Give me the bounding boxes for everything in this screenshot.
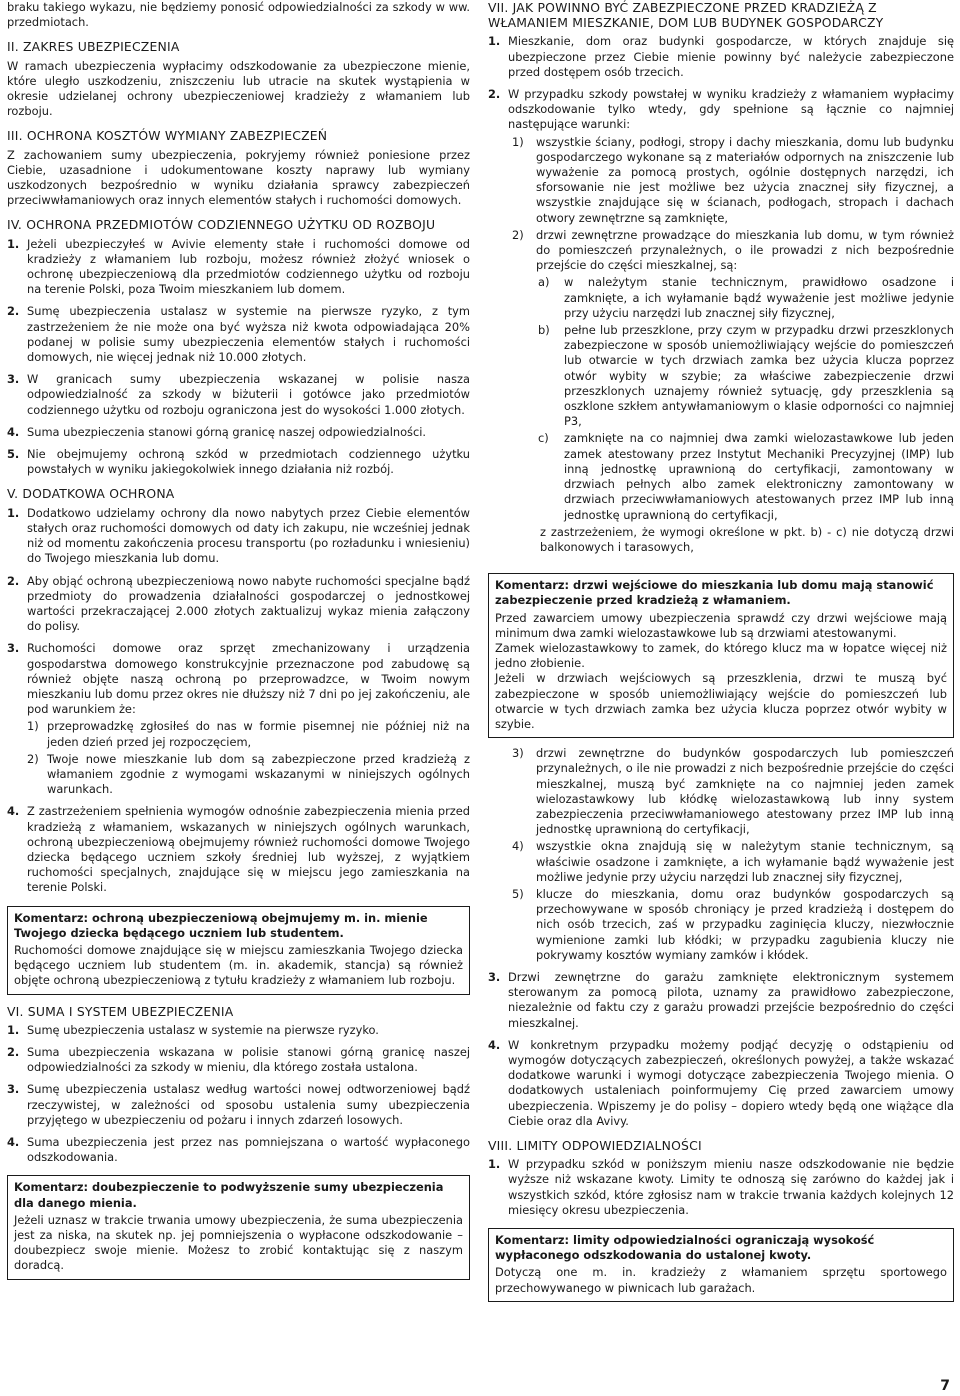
list-item	[488, 34, 954, 80]
item-number: 5.	[7, 447, 20, 462]
item-number: 4.	[7, 1135, 20, 1149]
item-number: 4)	[512, 839, 524, 854]
item-text: Jeżeli ubezpieczyłeś w Avivie elementy stałe i ruchomości domowe od kradzieży z włamaniem lub rozboju, możesz również złożyć wniosek o ochronę ubezpieczeniową dla przedmiotów codziennego użytku od rozboju na terenie Polski, poza Twoim mieszkaniem lub domem.	[27, 236, 470, 297]
list-item	[7, 1082, 470, 1128]
sub-list-item	[488, 839, 954, 885]
list-item	[488, 970, 954, 1031]
condition-note: z zastrzeżeniem, że wymogi określone w pkt. b) - c) nie dotyczą drzwi balkonowych i tarasowych,	[540, 524, 954, 554]
list-item	[7, 641, 470, 717]
item-number: 2.	[7, 1044, 20, 1059]
item-number: 4.	[7, 804, 20, 819]
section-2-heading: II. ZAKRES UBEZPIECZENIA	[7, 39, 180, 55]
item-number: 1)	[512, 134, 524, 149]
item-number: 1.	[488, 34, 501, 49]
comment-title: Komentarz: ochroną ubezpieczeniową obejmujemy m. in. mienie Twojego dziecka będącego uczniem lub studentem.	[14, 910, 428, 940]
item-text: zamknięte na co najmniej dwa zamki wielozastawkowe lub jeden zamek atestowany przez Instytut Mechaniki Precyzyjnej (IMP) lub inną jednostkę uprawnioną do certyfikacji, zamontowany w drzwiach pełnych albo zamek elektroniczny zamontowany w drzwiach przeciwwłamaniowych atestowanych przez IMP lub inną jednostkę uprawnioną do certyfikacji,	[564, 431, 954, 522]
sub-sub-list-item	[488, 431, 954, 522]
comment-box-top-up	[7, 1175, 470, 1279]
section-5-heading: V. DODATKOWA OCHRONA	[7, 486, 175, 502]
item-text: W przypadku szkód w poniższym mieniu nasze odszkodowanie nie będzie wyższe niż wskazane kwoty. Limity te odnoszą się zarówno do każdej jak i wszystkich szkód, które zgłosisz nam w trakcie trwania każdych kolejnych 12 miesięcy okresu ubezpieczenia.	[508, 1157, 954, 1217]
item-text: Z zastrzeżeniem spełnienia wymogów odnośnie zabezpieczenia mienia przed kradzieżą z włamaniem, wskazanych w niniejszych ogólnych warunkach, ochroną ubezpieczeniową obejmujemy również ruchomości domowe Twojego dziecka będącego uczniem szkoły średniej lub wyższej, z wyjątkiem ruchomości specjalnych, znajdujące się w miejscu jego zamieszkania na terenie Polski.	[27, 804, 470, 895]
comment-text: Dotyczą one m. in. kradzieży z włamaniem sprzętu sportowego przechowywanego w piwnicach lub garażach.	[495, 1265, 947, 1295]
section-7-heading: VII. JAK POWINNO BYĆ ZABEZPIECZONE PRZED KRADZIEŻĄ Z WŁAMANIEM MIESZKANIE, DOM LUB BUDYNEK GOSPODARCZY	[488, 0, 884, 31]
section-3-heading: III. OCHRONA KOSZTÓW WYMIANY ZABEZPIECZEŃ	[7, 128, 328, 144]
item-number: 3.	[7, 372, 20, 387]
comment-text: Przed zawarciem umowy ubezpieczenia sprawdź czy drzwi wejściowe mają minimum dwa zamki wielozastawkowe lub są drzwiami atestowanymi.	[495, 610, 947, 640]
comment-text: Jeżeli w drzwiach wejściowych są przeszklenia, drzwi te muszą być zabezpieczone w sposób uniemożliwiający wejście do pomieszczeń lub otwarcie w tych drzwiach zamka bez użycia klucza poprzez otwór wybity w szybie.	[495, 671, 947, 731]
item-text: Aby objąć ochroną ubezpieczeniową nowo nabyte ruchomości specjalne bądź przedmioty do prowadzenia działalności gospodarczej o jednostkowej wartości przekraczającej 2.000 złotych zaktualizuj wykaz mienia załączony do polisy.	[27, 573, 470, 634]
item-text: Sumę ubezpieczenia ustalasz według wartości nowej odtworzeniowej bądź rzeczywistej, w zależności od sposobu ustalenia sumy ubezpieczenia przyjętego w ubezpieczeniu od pożaru i innych zdarzeń losowych.	[27, 1082, 470, 1127]
list-item	[7, 804, 470, 895]
item-number: 2.	[488, 87, 501, 102]
item-text: Drzwi zewnętrzne do garażu zamknięte elektronicznym systemem sterowanym za pomocą pilota, uznamy za prawidłowo zabezpieczone, niezależnie od faktu czy z garażu prowadzi przejście bezpośrednio do części mieszkalnej.	[508, 969, 954, 1030]
item-number: a)	[538, 275, 550, 290]
section-4-heading: IV. OCHRONA PRZEDMIOTÓW CODZIENNEGO UŻYTKU OD ROZBOJU	[7, 217, 436, 233]
list-item	[7, 574, 470, 635]
item-text: wszystkie ściany, podłogi, stropy i dachy mieszkania, domu lub budynku gospodarczego wykonane są z materiałów odpornych na zniszczenie lub wyważenie za pomocą prostych, ogólnie dostępnych narzędzi, ich sforsowanie nie jest możliwe bez użycia znacznej siły fizycznej, a wszystkie znajdujące się w ścianach, podłogach, stropach i dachach otwory zewnętrzne są zamknięte,	[536, 134, 954, 225]
item-number: 1)	[27, 719, 39, 734]
comment-box-entry-doors	[488, 573, 954, 738]
section-6-heading: VI. SUMA I SYSTEM UBEZPIECZENIA	[7, 1003, 234, 1019]
comment-text: Zamek wielozastawkowy to zamek, do którego klucz ma w łopatce więcej niż jedno złobienie.	[495, 640, 947, 671]
item-number: 3)	[512, 746, 524, 761]
item-number: 1.	[488, 1157, 501, 1172]
item-text: Suma ubezpieczenia stanowi górną granicę naszej odpowiedzialności.	[27, 424, 427, 439]
comment-box-child-student	[7, 906, 470, 995]
item-number: 2)	[512, 227, 524, 242]
list-item	[7, 1045, 470, 1075]
item-text: W przypadku szkody powstałej w wyniku kradzieży z włamaniem wypłacimy odszkodowanie tylko wtedy, gdy spełnione są łącznie co najmniej następujące warunki:	[508, 87, 954, 132]
item-number: 3.	[7, 641, 20, 656]
item-text: Twoje nowe mieszkanie lub dom są zabezpieczone przed kradzieżą z włamaniem zgodnie z wymogami wskazanymi w niniejszych ogólnych warunkach.	[47, 751, 470, 797]
item-text: Dodatkowo udzielamy ochrony dla nowo nabytych przez Ciebie elementów stałych oraz ruchomości domowych od daty ich zakupu, nie wcześniej jednak niż od momentu zakończenia procesu transportu (po rozładunku i wniesieniu) do Twojego mieszkania lub domu.	[27, 505, 470, 566]
sub-list-item	[7, 752, 470, 798]
item-text: Sumę ubezpieczenia ustalasz w systemie na pierwsze ryzyko.	[27, 1022, 379, 1037]
list-item	[488, 1038, 954, 1129]
list-item	[7, 506, 470, 567]
section-3-text: Z zachowaniem sumy ubezpieczenia, pokryjemy również poniesione przez Ciebie, uzasadnione i udokumentowane koszty naprawy lub wymiany uszkodzonych bezpośrednio w wyniku działania sprawcy zabezpieczeń przeciwwłamaniowych oraz innych elementów stałych i ruchomości domowych.	[7, 147, 470, 208]
item-text: Suma ubezpieczenia jest przez nas pomniejszana o wartość wypłaconego odszkodowania.	[27, 1135, 470, 1165]
item-text: Suma ubezpieczenia wskazana w polisie stanowi górną granicę naszej odpowiedzialności za szkody w mieniu, dla którego została ustalona.	[27, 1044, 470, 1075]
item-text: drzwi zewnętrzne do budynków gospodarczych lub pomieszczeń przynależnych, o ile nie prowadzi z nich bezpośrednie przejście do części mieszkalnej, muszą być zamknięte na co najmniej jeden zamek wielozastawkowy lub kłódkę wielozastawkową lub inny system zabezpieczenia przeciwwłamaniowego atestowany przez IMP lub inną jednostkę uprawnioną do certyfikacji,	[536, 746, 954, 837]
sub-list-item	[488, 135, 954, 226]
item-text: Ruchomości domowe oraz sprzęt zmechanizowany i urządzenia gospodarstwa domowego konstrukcyjnie przeznaczone pod zabudowę są również objęte naszą ochroną po przeprowadzce, w Twoim nowym mieszkaniu lub domu przez okres nie dłuższy niż 7 dni po jej zakończeniu, ale pod warunkiem że:	[27, 641, 470, 717]
sub-list-item	[488, 887, 954, 963]
item-number: 4.	[488, 1037, 501, 1052]
section-8-heading: VIII. LIMITY ODPOWIEDZIALNOŚCI	[488, 1138, 702, 1154]
list-item	[7, 1023, 470, 1038]
item-number: b)	[538, 323, 550, 338]
item-number: 1.	[7, 1022, 20, 1037]
item-number: c)	[538, 431, 549, 446]
comment-text: Ruchomości domowe znajdujące się w miejscu zamieszkania Twojego dziecka będącego uczniem lub studentem (m. in. akademik, stancja) są również objęte ochroną ubezpieczeniową z tytułu kradzieży z włamaniem lub rozboju.	[14, 942, 463, 988]
item-text: klucze do mieszkania, domu oraz budynków gospodarczych są przechowywane w sposób chroniący je przed kradzieżą i dostępem do nich osób trzecich, zaś w przypadku zaginięcia kluczy, niezwłocznie wymienione zamki lub kłódki; w przypadku zagubienia kluczy nie pokrywamy kosztów wymiany zamków i kłódek.	[536, 886, 954, 962]
right-column	[488, 0, 954, 1310]
sub-list-item	[7, 719, 470, 749]
item-text: Nie obejmujemy ochroną szkód w przedmiotach codziennego użytku powstałych w wyniku jakiegokolwiek innego działania niż rozbój.	[27, 447, 470, 477]
item-number: 5)	[512, 886, 524, 901]
sub-list-item	[488, 746, 954, 837]
item-text: drzwi zewnętrzne prowadzące do mieszkania lub domu, w tym również do pomieszczeń przynależnych, o ile prowadzi z nich bezpośrednie przejście do części mieszkalnej, są:	[536, 227, 954, 273]
item-text: w należytym stanie technicznym, prawidłowo osadzone i zamknięte, a ich wyłamanie bądź wyważenie jest możliwe jedynie przy użyciu narzędzi lub znacznej siły fizycznej,	[564, 275, 954, 320]
comment-title: Komentarz: drzwi wejściowe do mieszkania lub domu mają stanowić zabezpieczenie przed kradzieżą z włamaniem.	[495, 578, 934, 608]
list-item	[488, 87, 954, 133]
item-number: 1.	[7, 505, 20, 520]
item-text: pełne lub przeszklone, przy czym w przypadku drzwi przeszklonych zabezpieczone w sposób uniemożliwiający wejście do pomieszczeń lub otwarcie w tych drzwiach zamka bez użycia klucza poprzez otwór wybity w szybie; za właściwe zabezpieczenie drzwi przeszklonych uznajemy również sytuację, gdy przeszklenia są oszklone szkłem antywłamaniowym o klasie odporności co najmniej P3,	[564, 323, 954, 429]
item-text: W konkretnym przypadku możemy podjąć decyzję o odstąpieniu od wymogów dotyczących zabezpieczeń, określonych powyżej, a także wskazać dodatkowe warunki i wymogi dotyczące zabezpieczenia Twojego mienia. O dodatkowych ustaleniach poinformujemy Cię przed zawarciem umowy ubezpieczenia. Wpiszemy je do polisy – dopiero wtedy będą one wiążące dla Ciebie oraz dla Avivy.	[508, 1037, 954, 1128]
comment-title: Komentarz: doubezpieczenie to podwyższenie sumy ubezpieczenia dla danego mienia.	[14, 1180, 444, 1210]
item-number: 3.	[488, 969, 501, 984]
item-number: 2)	[27, 751, 39, 766]
list-item	[7, 447, 470, 477]
sub-sub-list-item	[488, 323, 954, 429]
list-item	[7, 1135, 470, 1165]
comment-box-limits	[488, 1228, 954, 1302]
item-number: 1.	[7, 236, 20, 251]
left-column	[7, 0, 470, 1288]
comment-text: Jeżeli uznasz w trakcie trwania umowy ubezpieczenia, że suma ubezpieczenia jest za niska, na skutek np. jej pomniejszenia o wypłacone odszkodowanie – doubezpiecz swoje mienie. Możesz to zrobić kontaktując się z naszym doradcą.	[14, 1212, 463, 1273]
item-number: 3.	[7, 1082, 20, 1097]
list-item	[7, 425, 470, 440]
list-item	[7, 304, 470, 365]
sub-sub-list-item	[488, 275, 954, 321]
section-2-text: W ramach ubezpieczenia wypłacimy odszkodowanie za ubezpieczone mienie, które uległo uszkodzeniu, zniszczeniu lub utracie na skutek wystąpienia w okresie udzielanej ochrony ubezpieczeniowej kradzieży z włamaniem lub rozboju.	[7, 58, 470, 119]
item-number: 4.	[7, 424, 20, 439]
list-item	[7, 372, 470, 418]
item-text: przeprowadzkę zgłosiłeś do nas w formie pisemnej nie później niż na jeden dzień przed jej rozpoczęciem,	[47, 719, 470, 749]
list-item	[488, 1157, 954, 1218]
item-text: Sumę ubezpieczenia ustalasz w systemie na pierwsze ryzyko, z tym zastrzeżeniem że nie może ona być wyższa niż kwota odpowiadająca 20% podanej w polisie sumy ubezpieczenia elementów stałych i ruchomości domowych, nie więcej jednak niż 10.000 złotych.	[27, 304, 470, 365]
sub-list-item	[488, 228, 954, 274]
item-text: wszystkie okna znajdują się w należytym stanie technicznym, są właściwie osadzone i zamknięte, a ich wyłamanie bądź wyważenie jest możliwe jedynie przy użyciu narzędzi lub znacznej siły fizycznej,	[536, 839, 954, 884]
intro-continuation: braku takiego wykazu, nie będziemy ponosić odpowiedzialności za szkody w ww. przedmiotach.	[7, 0, 470, 30]
page-number: 7	[940, 1377, 950, 1394]
item-number: 2.	[7, 573, 20, 588]
item-text: W granicach sumy ubezpieczenia wskazanej w polisie nasza odpowiedzialność za szkody w biżuterii i gotówce jako przedmiotów codziennego użytku od rozboju ograniczona jest do wysokości 1.000 złotych.	[27, 372, 470, 417]
list-item	[7, 237, 470, 298]
item-text: Mieszkanie, dom oraz budynki gospodarcze, w których znajduje się ubezpieczone przez Ciebie mienie powinny być należycie zabezpieczone przed dostępem osób trzecich.	[508, 34, 954, 79]
item-number: 2.	[7, 304, 20, 319]
comment-title: Komentarz: limity odpowiedzialności ograniczają wysokość wypłaconego odszkodowania do ustalonej kwoty.	[495, 1233, 875, 1263]
